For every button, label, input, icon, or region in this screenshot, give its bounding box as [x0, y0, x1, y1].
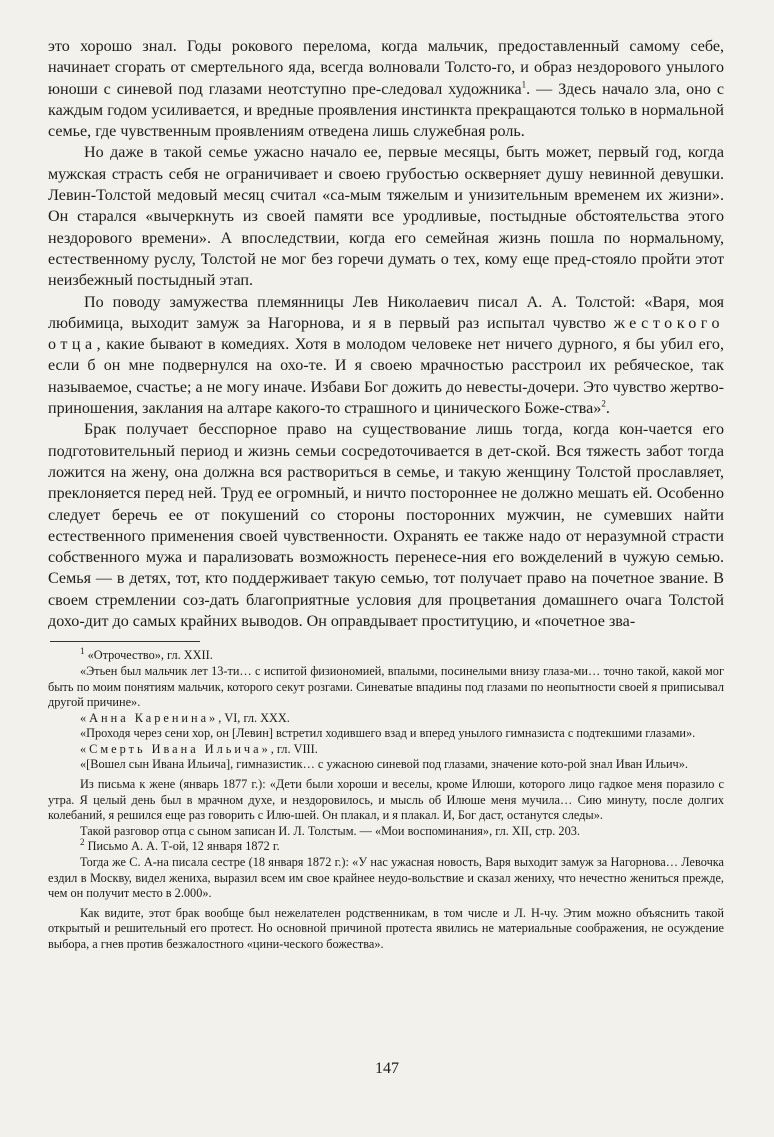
footnote-1-quote-2: «Проходя через сени хор, он [Левин] встретил ходившего взад и вперед унылого гимназиста с подтекшими глазами». — [80, 726, 696, 741]
footnote-1-memoir: Такой разговор отца с сыном записан И. Л. Толстым. — «Мои воспоминания», гл. XII, стр. 203. — [80, 823, 580, 838]
paragraph-3: По поводу замужества племянницы Лев Николаевич писал А. А. Толстой: «Варя, моя любимица, выходит замуж за Нагорнова, и я в первый раз испытал чувство жестокого отца, какие бывают в комедиях. Хотя в молодом человеке нет ничего дурного, я бы убил его, если б он мне подвернулся на охо-те. И я своею мрачностью расстроил их ребяческое, так называемое, счастье; а не могу иначе. Избави Бог дожить до невесты-дочери. Это чувство жертво-приношения, заклания на алтаре какого-то страшного и цинического Боже-ства»$^2$. — [48, 293, 724, 418]
footnote-1-source-2: «Анна Каренина», VI, гл. XXX. — [80, 710, 290, 725]
footnote-1-head: $^1$ «Отрочество», гл. XXII. — [80, 646, 213, 663]
paragraph-1: это хорошо знал. Годы рокового перелома, когда мальчик, предоставленный самому себе, начинает сгорать от смертельного яда, всегда волновали Толсто-го, и образ нездорового унылого юноши с синевой под глазами неотступно пре-следовал художника$^1$. — Здесь начало зла, оно с каждым годом усиливается, и вредные проявления инстинкта прекращаются только в нормальной семье, где чувственным проявлениям отведена лишь служебная роль. — [48, 38, 724, 141]
footnotes — [48, 648, 724, 952]
footnote-divider — [50, 641, 200, 642]
footnote-2-letter: Тогда же С. А-на писала сестре (18 января 1872 г.): «У нас ужасная новость, Варя выходит замуж за Нагорнова… Левочка ездил в Москву, видел жениха, выразил всем им свое крайнее неудо-вольствие и сказал жениху, что нечестно жениться прежде, чем он получит место в 2.000». — [48, 855, 724, 901]
footnote-2-comment: Как видите, этот брак вообще был нежелателен родственникам, в том числе и Л. Н-чу. Этим можно объяснить такой открытый и решительный его протест. Но основной причиной протеста явились не материальные соображения, не осуждение выбора, а гнев против безжалостного «цини-ческого божества». — [48, 905, 724, 951]
footnote-ref-1: 1 — [521, 79, 527, 90]
paragraph-4: Брак получает бесспорное право на существование лишь тогда, когда кон-чается его подготовительный период и жизнь семьи сосредоточивается в дет-ской. Вся тяжесть забот тогда ложится на жену, она должна вся раствориться в семье, и такую женщину Толстой прославляет, преклоняется перед ней. Труд ее огромный, и ничто постороннее не должно мешать ей. Особенно следует беречь ее от покушений со стороны посторонних мужчин, не сумевших найти естественного применения своей чувственности. Охранять ее также надо от неразумной страсти собственного мужа и парализовать возможность перенесе-ния его вожделений в чужую семью. Семья — в детях, тот, кто поддерживает такую семью, тот получает право на почетное звание. В своем стремлении соз-дать благоприятные условия для процветания домашнего очага Толстой дохо-дит до самых крайних выводов. Он оправдывает проституцию, и «почетное зва- — [48, 421, 724, 631]
footnote-ref-2: 2 — [601, 398, 606, 409]
page-number: 147 — [375, 1060, 399, 1077]
footnote-2-head: $^2$ Письмо А. А. Т-ой, 12 января 1872 г. — [80, 837, 280, 854]
footnote-1-source-3: «Смерть Ивана Ильича», гл. VIII. — [80, 741, 318, 756]
footnote-1-letter: Из письма к жене (январь 1877 г.): «Дети были хороши и веселы, кроме Илюши, которого лицо гадкое меня поразило с утра. Я целый день был в мрачном духе, и нездоровилось, и мысль об Илюше меня мучила… Сию минуту, после долгих колебаний, я решился еще раз говорить с Илю-шей. Он плакал, и я плакал. И, Бог даст, останутся следы». — [48, 777, 724, 823]
spaced-emphasis: жестокого отца — [48, 314, 724, 354]
paragraph-2: Но даже в такой семье ужасно начало ее, первые месяцы, быть может, первый год, когда мужская страсть себя не ограничивает и своею грубостью оскверняет душу невинной девушки. Левин-Толстой медовый месяц считал «са-мым тяжелым и унизительным временем их жизни». Он старался «вычеркнуть из своей памяти все уродливые, постыдные обстоятельства этого нездорового времени». А впоследствии, когда его семейная жизнь пошла по нормальному, естественному руслу, Толстой не мог без горечи думать о тех, кому еще пред-стояло пройти этот неизбежный постыдный этап. — [48, 144, 724, 290]
book-page — [48, 36, 724, 953]
footnote-1-quote: «Этьен был мальчик лет 13-ти… с испитой физиономией, впалыми, посинелыми внизу глаза-ми… точно такой, какой мог быть по моим понятиям мальчик, которого секут розгами. Синеватые впадины под глазами по неопытности своей я приписывал другой причине». — [48, 663, 724, 710]
footnote-1-quote-3: «[Вошел сын Ивана Ильича], гимназистик… с ужасною синевой под глазами, значение кото-рой знал Иван Ильич». — [80, 757, 688, 772]
main-text — [48, 36, 724, 632]
